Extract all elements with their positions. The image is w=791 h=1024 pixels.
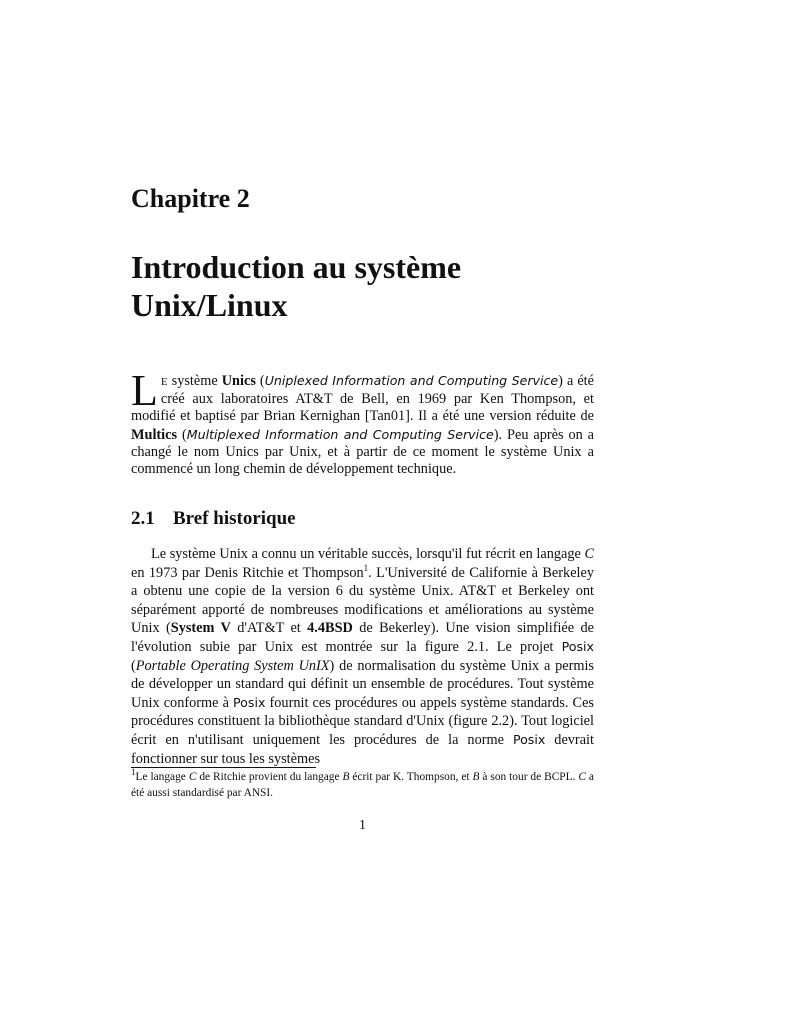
body-text: . L'Université de Californie à Berkeley a obtenu une copie de la version 6 du système Unix. AT&T et Berkeley ont séparément apporté de nombreuses modifications et améliorations au système Unix ( (131, 564, 595, 637)
footnote-term-b: B (472, 771, 480, 783)
drop-cap: L (131, 366, 158, 415)
intro-text: ) a été créé aux laboratoires AT&T de Bell, en 1969 par Ken Thompson, et modifié et baptisé par Brian Kernighan [Tan01]. Il a été une version réduite de (131, 373, 594, 425)
body-text: Le système Unix a connu un véritable succès, lorsqu'il fut récrit en langage (151, 546, 585, 562)
footnote-text: a été aussi standardisé par ANSI. (131, 771, 594, 799)
multics-expansion: Multiplexed Information and Computing Service (186, 426, 494, 442)
term-posix: Posix (233, 694, 266, 710)
term-posix: Posix (512, 731, 546, 747)
footnote (131, 767, 594, 801)
section-number: 2.1 (131, 508, 155, 529)
body-text: devrait fonctionner sur tous les systèmes (131, 731, 594, 767)
body-text: de Bekerley). Une vision simplifiée de l'évolution subie par Unix est montrée sur la figure 2.1. Le projet (131, 620, 595, 655)
footnote-text: Le langage (135, 771, 189, 783)
footnote-text: écrit par K. Thompson, et (349, 771, 473, 783)
term-4-4bsd: 4.4BSD (307, 620, 353, 637)
section-heading (131, 508, 296, 530)
section-paragraph (131, 545, 594, 768)
body-text: en 1973 par Denis Ritchie et Thompson (131, 564, 364, 581)
intro-text: ( (255, 373, 265, 389)
unics-expansion: Uniplexed Information and Computing Service (264, 373, 559, 388)
term-system-v: System V (170, 620, 231, 637)
intro-text: ( (177, 426, 187, 443)
body-text: fournit ces procédures ou appels système standards. Ces procédures constituent la bibliothèque standard d'Unix (figure 2.2). Tout logiciel écrit en n'utilisant uniquement les procédures de la norme (131, 694, 594, 748)
intro-text: système (167, 373, 222, 389)
chapter-title-line-1: Introduction au système (131, 249, 462, 285)
body-text: d'AT&T et (230, 620, 308, 637)
footnote-marker: 1 (131, 767, 136, 778)
chapter-label: Chapitre 2 (131, 184, 250, 213)
footnote-text: à son tour de BCPL. (479, 771, 579, 783)
footnote-reference[interactable]: 1 (363, 562, 369, 573)
footnote-divider (131, 767, 316, 768)
term-posix: Posix (561, 638, 594, 654)
footnote-term-c: C (188, 771, 197, 783)
footnote-term-c: C (578, 771, 586, 783)
chapter-title (131, 248, 461, 324)
posix-expansion: Portable Operating System UnIX (135, 657, 330, 674)
chapter-title-line-2: Unix/Linux (131, 287, 288, 323)
term-multics: Multics (131, 426, 178, 443)
section-title: Bref historique (173, 508, 296, 529)
footnote-text: de Ritchie provient du langage (196, 771, 343, 783)
intro-paragraph (131, 366, 594, 478)
intro-text: ). Peu après on a changé le nom Unics par Unix, et à partir de ce moment le système Unix a commencé un long chemin de développement technique. (131, 426, 594, 478)
term-unics: Unics (221, 373, 256, 389)
footnote-term-b: B (342, 771, 350, 783)
page-number: 1 (359, 818, 366, 833)
small-cap: E (160, 376, 168, 388)
term-c: C (584, 546, 594, 562)
body-text: ) de normalisation du système Unix a permis de développer un standard qui définit un ensemble de procédures. Tout système Unix conforme à (131, 657, 594, 711)
body-text: ( (131, 657, 136, 674)
